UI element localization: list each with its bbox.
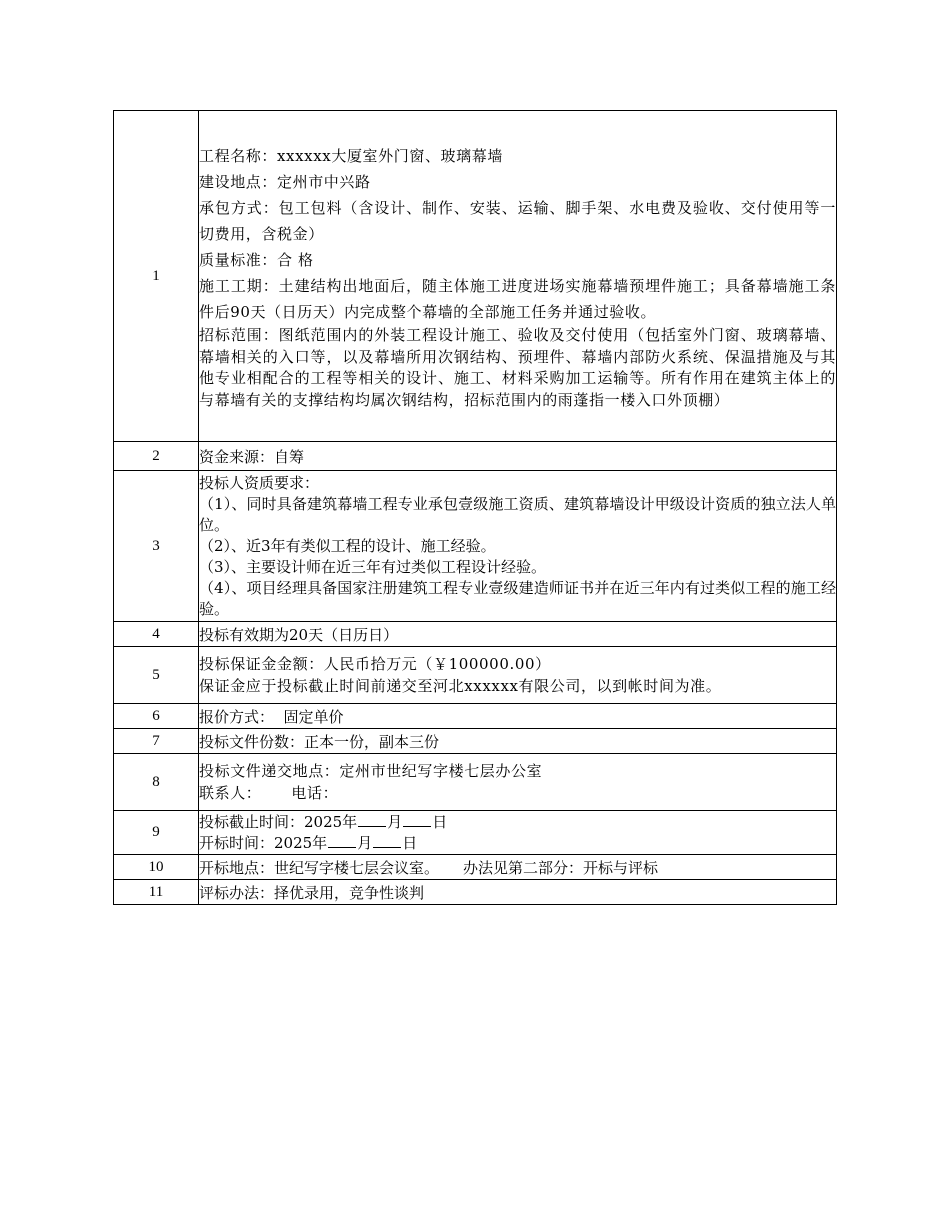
- phone-label: 电话：: [291, 784, 339, 802]
- tender-scope: 招标范围：图纸范围内的外装工程设计施工、验收及交付使用（包括室外门窗、玻璃幕墙、幕墙相关的入口等，以及幕墙所用次钢结构、预埋件、幕墙内部防火系统、保温措施及与其他专业相配合的工程等相关的设计、施工、材料采购加工运输等。所有作用在建筑主体上的与幕墙有关的支撑结构均属次钢结构，招标范围内的雨蓬指一楼入口外顶棚）: [199, 326, 836, 409]
- month-label: 月: [357, 833, 373, 852]
- document-copies: 投标文件份数：正本一份，副本三份: [199, 729, 837, 754]
- bid-validity: 投标有效期为20天（日历日）: [199, 622, 837, 647]
- day-blank: [373, 833, 401, 848]
- table-row: [114, 811, 837, 855]
- schedule-info: [199, 811, 837, 855]
- project-name: 工程名称：xxxxxx大厦室外门窗、玻璃幕墙: [199, 147, 503, 165]
- contact-label: 联系人：: [199, 784, 262, 802]
- opening-method: 办法见第二部分：开标与评标: [463, 858, 659, 877]
- tender-info-table: [113, 110, 837, 905]
- row-number: 5: [114, 647, 199, 704]
- bond-amount: 投标保证金金额：人民币拾万元（￥100000.00）: [199, 655, 551, 673]
- project-details: [199, 111, 837, 442]
- month-blank: [358, 812, 386, 827]
- submission-info: [199, 754, 837, 811]
- row-number: 7: [114, 729, 199, 754]
- qualification-item: （2）、近3年有类似工程的设计、施工经验。: [199, 536, 496, 555]
- table-row: [114, 647, 837, 704]
- day-label: 日: [432, 812, 448, 831]
- table-row: [114, 471, 837, 622]
- table-row: [114, 111, 837, 442]
- day-blank: [403, 812, 431, 827]
- row-number: 8: [114, 754, 199, 811]
- evaluation-method: 评标办法：择优录用，竞争性谈判: [199, 880, 837, 905]
- construction-period: 施工工期：土建结构出地面后，随主体施工进度进场实施幕墙预埋件施工；具备幕墙施工条件后90天（日历天）内完成整个幕墙的全部施工任务并通过验收。: [199, 277, 836, 321]
- deadline-label: 投标截止时间：2025年: [199, 812, 358, 831]
- row-number: 4: [114, 622, 199, 647]
- bidder-qualifications: [199, 471, 837, 622]
- qualification-title: 投标人资质要求：: [199, 473, 320, 492]
- row-number: 9: [114, 811, 199, 855]
- row-number: 3: [114, 471, 199, 622]
- row-number: 2: [114, 442, 199, 471]
- bond-submission: 保证金应于投标截止时间前递交至河北xxxxxx有限公司，以到帐时间为准。: [199, 677, 722, 695]
- row-number: 11: [114, 880, 199, 905]
- pricing-method: 报价方式： 固定单价: [199, 704, 837, 729]
- table-row: [114, 855, 837, 880]
- submission-location: 投标文件递交地点：定州市世纪写字楼七层办公室: [199, 762, 543, 780]
- bid-bond: [199, 647, 837, 704]
- table-row: [114, 704, 837, 729]
- fund-source: 资金来源：自筹: [199, 442, 837, 471]
- table-row: [114, 754, 837, 811]
- row-number: 1: [114, 111, 199, 442]
- row-number: 6: [114, 704, 199, 729]
- qualification-item: （1）、同时具备建筑幕墙工程专业承包壹级施工资质、建筑幕墙设计甲级设计资质的独立法人单位。: [199, 494, 836, 534]
- table-row: [114, 880, 837, 905]
- opening-location: 开标地点：世纪写字楼七层会议室。: [199, 858, 440, 877]
- bid-deadline: [199, 812, 836, 833]
- table-row: [114, 622, 837, 647]
- day-label: 日: [402, 833, 418, 852]
- quality-standard: 质量标准：合 格: [199, 251, 314, 269]
- row-number: 10: [114, 855, 199, 880]
- construction-site: 建设地点：定州市中兴路: [199, 173, 371, 191]
- month-blank: [328, 833, 356, 848]
- opening-location-row: [199, 855, 837, 880]
- opening-label: 开标时间：2025年: [199, 833, 328, 852]
- table-row: [114, 729, 837, 754]
- contract-method: 承包方式：包工包料（含设计、制作、安装、运输、脚手架、水电费及验收、交付使用等一切费用，含税金）: [199, 199, 836, 243]
- contact-line: [199, 782, 836, 804]
- month-label: 月: [387, 812, 403, 831]
- opening-time: [199, 833, 836, 854]
- qualification-item: （4）、项目经理具备国家注册建筑工程专业壹级建造师证书并在近三年内有过类似工程的施工经验。: [199, 578, 836, 618]
- table-row: [114, 442, 837, 471]
- qualification-item: （3）、主要设计师在近三年有过类似工程设计经验。: [199, 557, 547, 576]
